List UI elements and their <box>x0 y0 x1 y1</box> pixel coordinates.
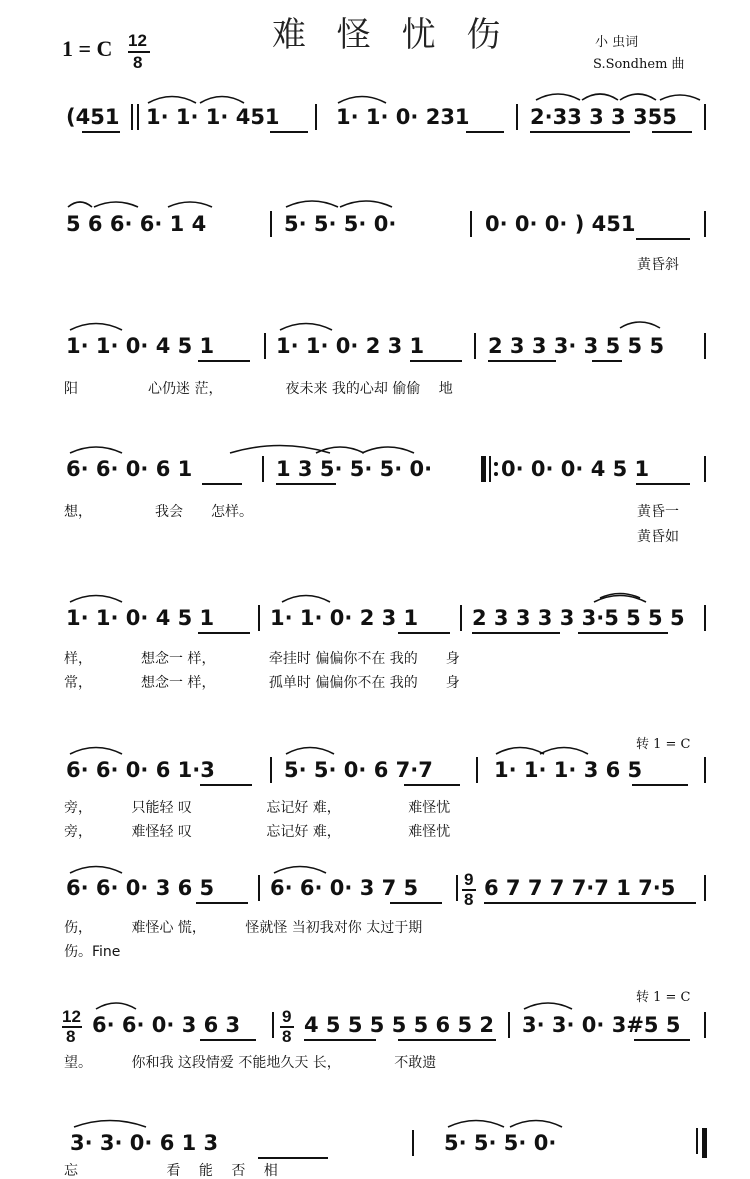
barline <box>704 757 706 783</box>
notation-row-1-m4: 2·33 3 3 355 <box>530 105 677 129</box>
notation-row-1-m1: (451 <box>66 105 120 129</box>
song-title: 难 怪 忧 伤 <box>272 15 511 55</box>
time-change-denominator: 8 <box>464 890 474 909</box>
notation-row-2-m1: 5 6 6· 6· 1 4 <box>66 212 207 236</box>
time-change-denominator: 8 <box>282 1027 292 1046</box>
notation-row-4-m2: 1 3 5· 5· 5· 0· <box>276 457 433 481</box>
beam <box>466 131 504 133</box>
composer-credit: S.Sondhem 曲 <box>593 57 685 72</box>
beam <box>270 131 308 133</box>
time-signature-numerator: 12 <box>128 31 147 50</box>
beam <box>404 784 460 786</box>
time-signature-denominator: 8 <box>133 53 143 72</box>
barline <box>270 211 272 237</box>
lyricist-credit: 小 虫词 <box>595 35 639 50</box>
final-barline <box>702 1128 707 1158</box>
notation-row-9-m1: 3· 3· 0· 6 1 3 <box>70 1131 219 1155</box>
repeat-barline <box>481 456 486 482</box>
beam <box>304 1039 376 1041</box>
notation-row-4-m3: 0· 0· 0· 4 5 1 <box>501 457 650 481</box>
beam <box>632 784 688 786</box>
beam <box>636 483 690 485</box>
barline <box>258 605 260 631</box>
barline <box>704 456 706 482</box>
notation-row-5-m3: 2 3 3 3 3 3·5 5 5 5 <box>472 606 685 630</box>
lyrics-row-5-verse1: 样， 想念一 样， 牵挂时 偏偏你不在 我的 身 <box>64 651 460 667</box>
notation-row-2-m2: 5· 5· 5· 0· <box>284 212 397 236</box>
key-signature: 1 = C <box>62 36 113 61</box>
barline <box>470 211 472 237</box>
notation-row-8-m3: 3· 3· 0· 3#5 5 <box>522 1013 681 1037</box>
time-change-numerator: 9 <box>282 1007 292 1026</box>
notation-row-3-m1: 1· 1· 0· 4 5 1 <box>66 334 215 358</box>
barline <box>137 104 139 130</box>
beam <box>634 1039 690 1041</box>
repeat-dot <box>494 472 498 476</box>
repeat-dot <box>494 462 498 466</box>
notation-row-8-m2: 4 5 5 5 5 5 6 5 2 <box>304 1013 494 1037</box>
lyrics-row-4-verse2-end: 黄昏如 <box>637 529 679 545</box>
notation-row-3-m3: 2 3 3 3· 3 5 5 5 <box>488 334 665 358</box>
barline <box>704 211 706 237</box>
beam <box>398 632 450 634</box>
beam <box>530 131 630 133</box>
lyrics-row-7-verse1: 伤， 难怪心 慌， 怪就怪 当初我对你 太过于期 <box>64 920 423 936</box>
barline <box>704 333 706 359</box>
lyrics-row-2: 黄昏斜 <box>637 257 679 273</box>
time-change-numerator: 12 <box>62 1007 81 1026</box>
lyrics-row-4-verse1-end: 黄昏一 <box>637 504 679 520</box>
beam <box>198 632 250 634</box>
beam <box>398 1039 496 1041</box>
lyrics-row-7-verse2: 伤。Fine <box>64 944 121 960</box>
barline <box>264 333 266 359</box>
beam <box>636 238 690 240</box>
barline <box>516 104 518 130</box>
notation-row-5-m2: 1· 1· 0· 2 3 1 <box>270 606 419 630</box>
beam <box>200 784 252 786</box>
notation-row-8-m1: 6· 6· 0· 3 6 3 <box>92 1013 241 1037</box>
notation-row-6-m3: 1· 1· 1· 3 6 5 <box>494 758 643 782</box>
barline <box>315 104 317 130</box>
beam <box>198 360 250 362</box>
beam <box>390 902 442 904</box>
notation-row-7-m1: 6· 6· 0· 3 6 5 <box>66 876 215 900</box>
barline <box>131 104 133 130</box>
beam <box>592 360 622 362</box>
beam <box>472 632 560 634</box>
beam <box>82 131 120 133</box>
lyrics-row-8: 望。 你和我 这段情爱 不能地久天 长， 不敢遗 <box>64 1055 437 1071</box>
time-change-numerator: 9 <box>464 870 474 889</box>
barline <box>262 456 264 482</box>
barline <box>460 605 462 631</box>
beam <box>200 1039 256 1041</box>
barline <box>474 333 476 359</box>
notation-row-1-m2: 1· 1· 1· 451 <box>146 105 280 129</box>
notation-row-5-m1: 1· 1· 0· 4 5 1 <box>66 606 215 630</box>
beam <box>484 902 696 904</box>
key-change-label: 转 1 = C <box>636 737 691 752</box>
beam <box>258 1157 328 1159</box>
notation-row-6-m2: 5· 5· 0· 6 7·7 <box>284 758 433 782</box>
barline <box>704 104 706 130</box>
barline <box>704 1012 706 1038</box>
beam <box>578 632 668 634</box>
lyrics-row-5-verse2: 常， 想念一 样， 孤单时 偏偏你不在 我的 身 <box>64 675 460 691</box>
key-change-label: 转 1 = C <box>636 990 691 1005</box>
notation-row-4-m1: 6· 6· 0· 6 1 <box>66 457 193 481</box>
beam <box>410 360 462 362</box>
beam <box>652 131 692 133</box>
lyrics-row-4: 想， 我会 怎样。 <box>64 504 253 520</box>
beam <box>196 902 248 904</box>
beam <box>202 483 242 485</box>
lyrics-row-6-verse2: 旁， 难怪轻 叹 忘记好 难， 难怪忧 <box>64 824 451 840</box>
lyrics-row-6-verse1: 旁， 只能轻 叹 忘记好 难， 难怪忧 <box>64 800 451 816</box>
lyrics-row-9: 忘 看 能 否 相 <box>64 1163 278 1179</box>
barline <box>508 1012 510 1038</box>
barline <box>476 757 478 783</box>
notation-row-1-m3: 1· 1· 0· 231 <box>336 105 470 129</box>
barline <box>704 875 706 901</box>
lyrics-row-3: 阳 心仍迷 茫， 夜未来 我的心却 偷偷 地 <box>64 381 453 397</box>
notation-row-7-m2: 6· 6· 0· 3 7 5 <box>270 876 419 900</box>
barline <box>270 757 272 783</box>
beam <box>488 360 556 362</box>
notation-row-3-m2: 1· 1· 0· 2 3 1 <box>276 334 425 358</box>
time-change-denominator: 8 <box>66 1027 76 1046</box>
notation-row-2-m3: 0· 0· 0· ) 451 <box>485 212 636 236</box>
barline <box>412 1130 414 1156</box>
barline <box>456 875 458 901</box>
final-barline <box>696 1128 698 1154</box>
notation-row-7-m3: 6 7 7 7 7·7 1 7·5 <box>484 876 676 900</box>
notation-row-9-m2: 5· 5· 5· 0· <box>444 1131 557 1155</box>
notation-row-6-m1: 6· 6· 0· 6 1·3 <box>66 758 215 782</box>
barline <box>704 605 706 631</box>
beam <box>276 483 336 485</box>
repeat-barline <box>489 456 491 482</box>
barline <box>258 875 260 901</box>
barline <box>272 1012 274 1038</box>
